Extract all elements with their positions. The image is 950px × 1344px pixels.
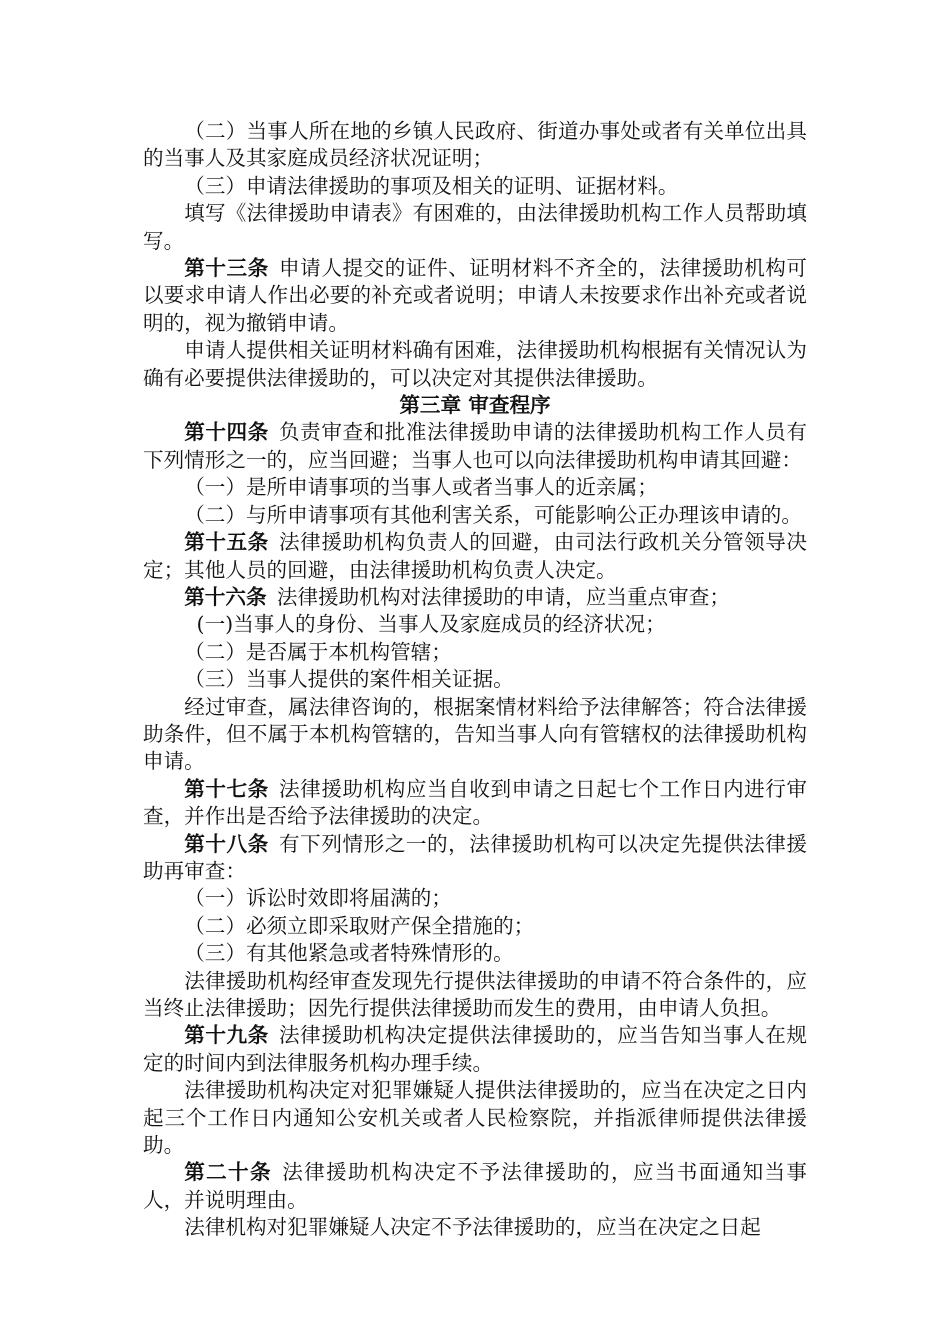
article-text: 法律援助机构决定不予法律援助的，应当书面通知当事人，并说明理由。 [143, 1160, 808, 1212]
list-item: （三）有其他紧急或者特殊情形的。 [184, 941, 514, 966]
body-paragraph: 经过审查，属法律咨询的，根据案情材料给予法律解答；符合法律援助条件，但不属于本机构管辖的，告知当事人向有管辖权的法律援助机构申请。 [143, 694, 807, 774]
body-paragraph: 申请人提供相关证明材料确有困难，法律援助机构根据有关情况认为确有必要提供法律援助的，可以决定对其提供法律援助。 [143, 338, 807, 390]
article-paragraph [143, 1159, 807, 1214]
article-number: 第十三条 [184, 256, 269, 281]
list-item: （二）与所申请事项有其他利害关系，可能影响公正办理该申请的。 [184, 502, 802, 527]
body-paragraph: 法律援助机构经审查发现先行提供法律援助的申请不符合条件的，应当终止法律援助；因先行提供法律援助而发生的费用，由申请人负担。 [143, 968, 807, 1020]
article-text: 法律援助机构负责人的回避，由司法行政机关分管领导决定；其他人员的回避，由法律援助机构负责人决定。 [143, 530, 807, 582]
list-item: （二）是否属于本机构管辖； [184, 639, 452, 664]
list-item: （二）必须立即采取财产保全措施的； [184, 913, 535, 938]
document-page [143, 118, 807, 1242]
list-item: （二）当事人所在地的乡镇人民政府、街道办事处或者有关单位出具的当事人及其家庭成员经济状况证明； [143, 119, 807, 171]
article-paragraph [143, 776, 807, 831]
body-paragraph: 填写《法律援助申请表》有困难的，由法律援助机构工作人员帮助填写。 [143, 201, 807, 253]
body-paragraph: 法律机构对犯罪嫌疑人决定不予法律援助的，应当在决定之日起 [184, 1215, 761, 1240]
article-text: 法律援助机构对法律援助的申请，应当重点审查； [276, 584, 730, 609]
chapter-heading: 第三章 审查程序 [399, 393, 551, 418]
article-number: 第十六条 [184, 584, 267, 609]
article-paragraph [143, 529, 807, 584]
article-number: 第二十条 [184, 1160, 272, 1185]
article-text: 有下列情形之一的，法律援助机构可以决定先提供法律援助再审查： [143, 831, 807, 883]
article-paragraph [143, 419, 807, 474]
article-number: 第十七条 [184, 776, 269, 801]
article-text: 申请人提交的证件、证明材料不齐全的，法律援助机构可以要求申请人作出必要的补充或者说明；申请人未按要求作出补充或者说明的，视为撤销申请。 [143, 256, 807, 335]
article-number: 第十九条 [184, 1023, 269, 1048]
list-item: （三）申请法律援助的事项及相关的证明、证据材料。 [184, 173, 679, 198]
list-item: （一）诉讼时效即将届满的； [184, 886, 452, 911]
body-paragraph: 法律援助机构决定对犯罪嫌疑人提供法律援助的，应当在决定之日内起三个工作日内通知公安机关或者人民检察院，并指派律师提供法律援助。 [143, 1078, 807, 1158]
article-paragraph [143, 255, 807, 337]
article-paragraph [143, 1022, 807, 1077]
article-number: 第十四条 [184, 420, 269, 445]
article-paragraph [143, 584, 807, 611]
article-text: 法律援助机构应当自收到申请之日起七个工作日内进行审查，并作出是否给予法律援助的决定。 [143, 776, 807, 829]
article-text: 负责审查和批准法律援助申请的法律援助机构工作人员有下列情形之一的，应当回避；当事人也可以向法律援助机构申请其回避： [143, 420, 807, 472]
list-item: (一)当事人的身份、当事人及家庭成员的经济状况； [196, 612, 666, 637]
list-item: （一）是所申请事项的当事人或者当事人的近亲属； [184, 475, 658, 500]
list-item: （三）当事人提供的案件相关证据。 [184, 667, 514, 692]
article-paragraph [143, 831, 807, 886]
article-number: 第十五条 [184, 530, 269, 555]
article-number: 第十八条 [184, 831, 269, 856]
article-text: 法律援助机构决定提供法律援助的，应当告知当事人在规定的时间内到法律服务机构办理手续。 [143, 1023, 807, 1075]
